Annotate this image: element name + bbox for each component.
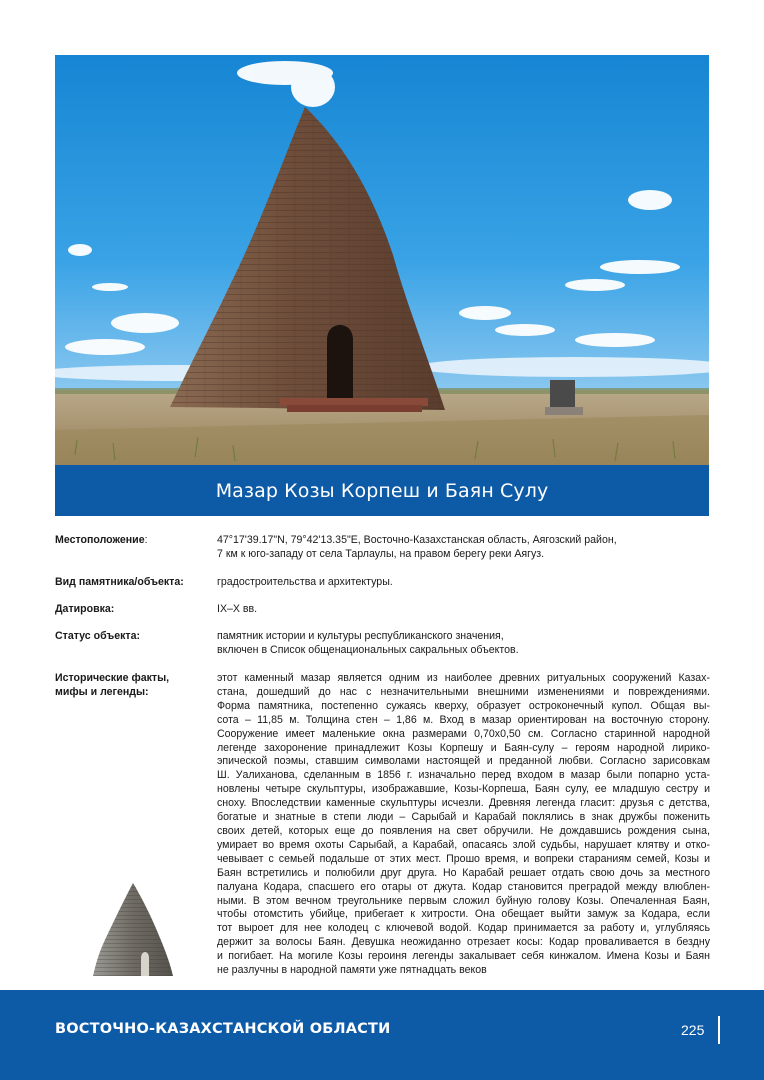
footer-band (0, 990, 764, 1080)
history-line: Ш. Уалиханова, сделанным в 1856 г. изначально перед входом в мазар были попарно уста- (217, 769, 710, 782)
history-line: эпической поэмы, ставшим символами настоящей и преданной любви. Согласно зарисовкам (217, 755, 710, 768)
status-value: памятник истории и культуры республиканского значения, включен в Список общенациональных сакральных объектов. (217, 630, 519, 656)
history-line: чтобы отомстить убийце, прибегает к хитрости. Она обещает выйти замуж за Кодара, если (217, 908, 710, 921)
history-line: стана, дошедший до нас с незначительными внешними изменениями и повреждениями. (217, 685, 710, 698)
history-line: ными. В этом вечном треугольнике первым сложил буйную голову Козы. Опечаленная Баян, (217, 894, 710, 907)
history-line: новлены четыре скульптуры, изображавшие, Козы-Корпеша, Баян сулу, ее младшую сестру и (217, 783, 710, 796)
dating-label: Датировка: (55, 603, 115, 615)
history-line: легенде захоронение принадлежит Козы Корпешу и Баян-сулу – героям народной лирико- (217, 741, 710, 754)
history-line: палуана Кодара, спасшего его отары от джута. Кодар становится преградой между влюблен- (217, 880, 710, 893)
dating-value: IX–X вв. (217, 603, 258, 615)
history-label: Исторические факты, мифы и легенды: (55, 672, 170, 698)
history-line: сноху. Впоследствии каменные скульптуры исчезли. Древняя легенда гласит: друзья с детства, (217, 797, 710, 810)
history-line: не разлучны в народной памяти уже пятнадцать веков (217, 964, 487, 977)
type-label: Вид памятника/объекта: (55, 576, 184, 588)
title-band (55, 465, 709, 516)
history-line: и погибает. На могиле Козы героиня легенды закалывает себя кинжалом. Имена Козы и Баян (217, 950, 710, 963)
page-title: Мазар Козы Корпеш и Баян Сулу (215, 479, 549, 502)
history-line: Сооружение имеет маленькие окна размерами 0,70х0,50 см. Согласно старинной народной (217, 727, 710, 740)
history-line: чевывает с семьей подальше от этих мест. Прошо время, и вопреки стараниям семей, Козы и (217, 852, 710, 865)
history-line: тот выроет для нее колодец с ключевой водой. Кодар принимается за работу и, углубляясь (217, 922, 710, 935)
page-number: 225 (681, 1022, 705, 1038)
status-label: Статус объекта: (55, 630, 141, 642)
mausoleum-photo (55, 55, 709, 465)
location-label: Местоположение: (55, 534, 148, 546)
history-line: сота – 11,85 м. Толщина стен – 1,86 м. Вход в мазар ориентирован на восточную сторону. (217, 713, 710, 726)
history-line: Баян встретились и полюбили друг друга. Но Карабай решает отдать свою дочь за местного (217, 866, 710, 879)
page-divider (718, 1016, 720, 1044)
type-row (55, 576, 710, 590)
history-line: Форма памятника, постепенно сужаясь кверху, образует остроконечный купол. Общая вы- (217, 699, 710, 712)
history-line: держит за волосы Баян. Девушка неожиданно отрезает косы: Кодар проваливается в бездну (217, 936, 710, 949)
location-row (55, 534, 710, 562)
history-line: этот каменный мазар является одним из наиболее древних ритуальных сооружений Казах- (217, 672, 710, 684)
footer-region: ВОСТОЧНО-КАЗАХСТАНСКОЙ ОБЛАСТИ (55, 1021, 391, 1037)
history-line: своих детей, которых еще до появления на свет обручили. Не дождавшись рождения сына, (217, 824, 710, 837)
status-row (55, 630, 710, 658)
history-line: богатые и знатные в степи люди – Сарыбай и Карабай поклялись в знак дружбы поженить (217, 811, 710, 824)
history-text (217, 672, 710, 978)
dating-row (55, 603, 710, 617)
type-value: градостроительства и архитектуры. (217, 576, 393, 588)
history-line: умирает во время охоты Сарыбай, а Карабай, опасаясь злой судьбы, нарушает клятву и отко- (217, 838, 710, 851)
mausoleum-thumbnail (88, 880, 178, 980)
location-value: 47°17'39.17"N, 79°42'13.35"E, Восточно-Казахстанская область, Аягозский район, 7 км к юго-западу от села Тарлаулы, на правом берегу реки Аягуз. (217, 534, 617, 560)
